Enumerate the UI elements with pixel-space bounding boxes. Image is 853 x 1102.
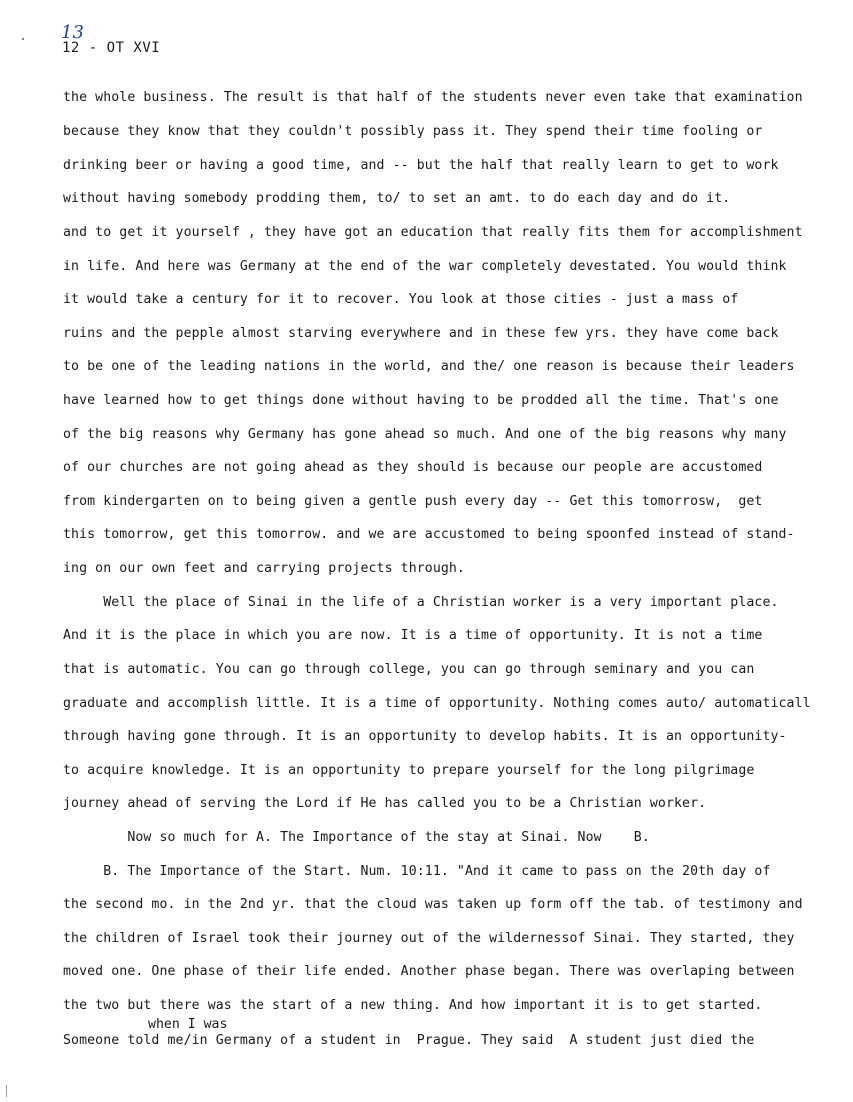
body-line: the children of Israel took their journey out of the wildernessof Sinai. They started, they (63, 931, 795, 946)
body-line: this tomorrow, get this tomorrow. and we are accustomed to being spoonfed instead of stand- (63, 527, 795, 542)
body-line: of the big reasons why Germany has gone ahead so much. And one of the big reasons why many (63, 427, 787, 442)
body-line: Now so much for A. The Importance of the stay at Sinai. Now B. (63, 830, 650, 845)
body-line: that is automatic. You can go through college, you can go through seminary and you can (63, 662, 755, 677)
body-line: have learned how to get things done without having to be prodded all the time. That's one (63, 393, 779, 408)
body-line: because they know that they couldn't possibly pass it. They spend their time fooling or (63, 124, 763, 139)
body-line: through having gone through. It is an opportunity to develop habits. It is an opportunity- (63, 729, 787, 744)
body-line: graduate and accomplish little. It is a time of opportunity. Nothing comes auto/ automaticall (63, 696, 811, 711)
handwritten-page-number: 13 (61, 22, 84, 43)
body-line: journey ahead of serving the Lord if He has called you to be a Christian worker. (63, 796, 707, 811)
body-line: the second mo. in the 2nd yr. that the cloud was taken up form off the tab. of testimony and (63, 897, 803, 912)
margin-dot (22, 38, 24, 40)
body-line: it would take a century for it to recover. You look at those cities - just a mass of (63, 292, 739, 307)
margin-mark (6, 1085, 7, 1097)
body-line: ing on our own feet and carrying projects through. (63, 561, 465, 576)
body-line: to acquire knowledge. It is an opportunity to prepare yourself for the long pilgrimage (63, 763, 755, 778)
body-line: Someone told me/in Germany of a student in Prague. They said A student just died the (63, 1033, 755, 1048)
body-line: ruins and the pepple almost starving everywhere and in these few yrs. they have come back (63, 326, 779, 341)
body-line: and to get it yourself , they have got an education that really fits them for accomplishment (63, 225, 803, 240)
body-line: the two but there was the start of a new thing. And how important it is to get started. (63, 998, 763, 1013)
body-line: without having somebody prodding them, to/ to set an amt. to do each day and do it. (63, 191, 731, 206)
body-line: And it is the place in which you are now. It is a time of opportunity. It is not a time (63, 628, 763, 643)
page-header: 12 - OT XVI (62, 40, 161, 56)
body-line: to be one of the leading nations in the world, and the/ one reason is because their leaders (63, 359, 795, 374)
body-line: the whole business. The result is that half of the students never even take that examination (63, 90, 803, 105)
body-line: of our churches are not going ahead as they should is because our people are accustomed (63, 460, 763, 475)
body-line: Well the place of Sinai in the life of a Christian worker is a very important place. (63, 595, 779, 610)
interlinear-insert: when I was (148, 1017, 228, 1032)
body-line: B. The Importance of the Start. Num. 10:11. "And it came to pass on the 20th day of (63, 864, 771, 879)
body-line: moved one. One phase of their life ended. Another phase began. There was overlaping between (63, 964, 795, 979)
body-line: drinking beer or having a good time, and -- but the half that really learn to get to work (63, 158, 779, 173)
body-line: from kindergarten on to being given a gentle push every day -- Get this tomorrosw, get (63, 494, 763, 509)
body-line: in life. And here was Germany at the end of the war completely devestated. You would think (63, 259, 787, 274)
